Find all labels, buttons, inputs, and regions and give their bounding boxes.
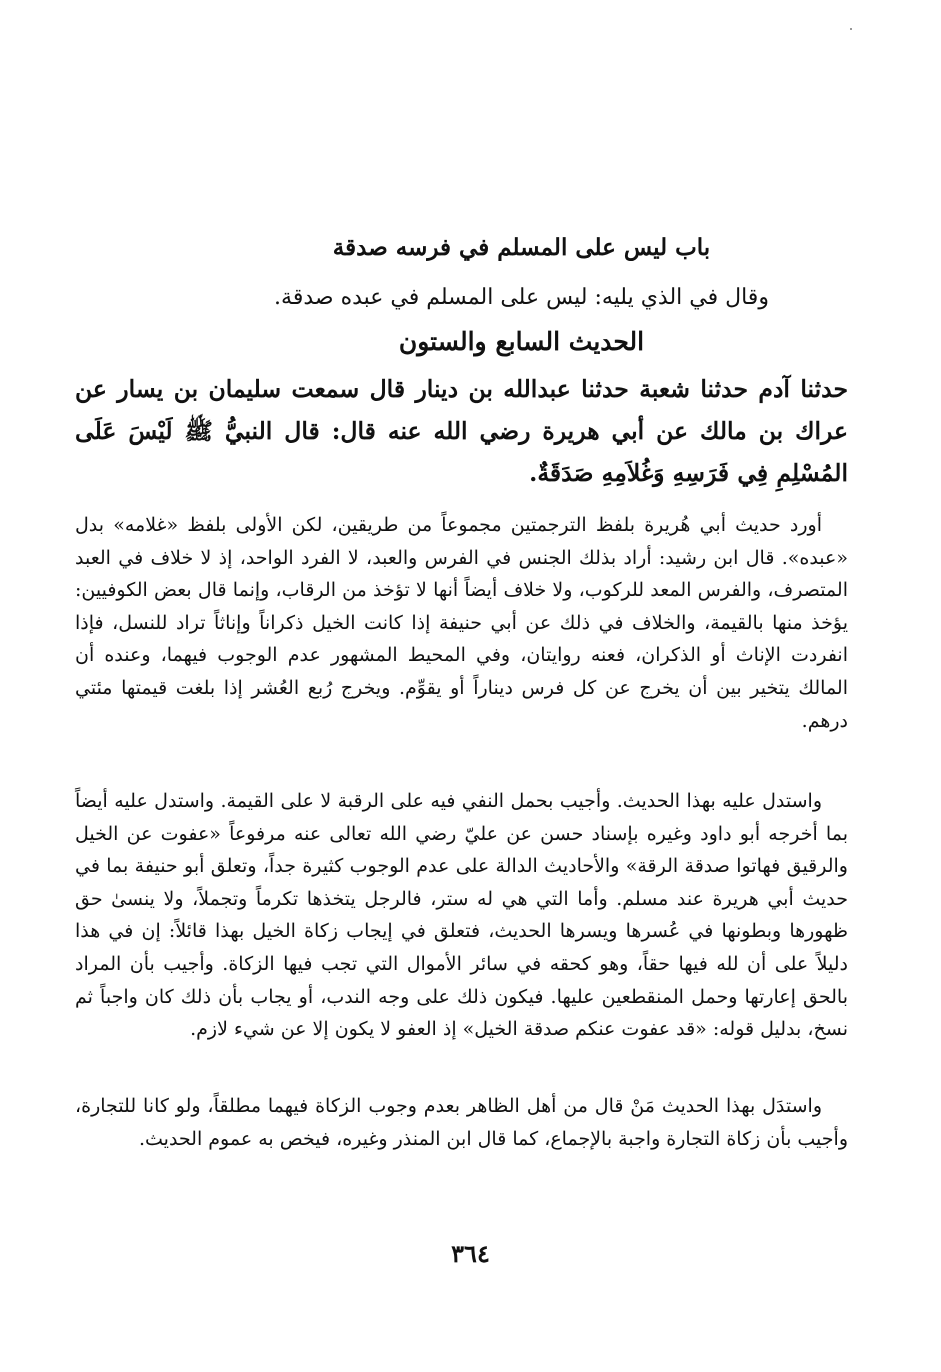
hadith-heading: الحديث السابع والستون: [398, 327, 645, 356]
commentary-paragraph: واستدل عليه بهذا الحديث. وأجيب بحمل النفي فيه على الرقبة لا على القيمة. واستدل عليه أيضاً بما أخرجه أبو داود وغيره بإسناد حسن عن عليّ رضي الله تعالى عنه مرفوعاً «عفوت عن الخيل والرقيق فهاتوا صدقة الرقة» والأحاديث الدالة على عدم الوجوب كثيرة جداً، وتعلق أبو حنيفة بما في حديث أبي هريرة عند مسلم. وأما التي هي له ستر، فالرجل يتخذها تكرماً وتجملاً، ولا ينسىٰ حق ظهورها وبطونها في عُسرها ويسرها الحديث، فتعلق في إيجاب زكاة الخيل بهذا قائلاً: إن في هذا دليلاً على أن لله فيها حقاً، وهو كحقه في سائر الأموال التي تجب فيها الزكاة. وأجيب بأن المراد بالحق إعارتها وحمل المنقطعين عليها. فيكون ذلك على وجه الندب، أو يجاب بأن ذلك كان واجباً ثم نسخ، بدليل قوله: «قد عفوت عنكم صدقة الخيل» إذ العفو لا يكون إلا عن شيء لازم.: [75, 790, 848, 1041]
commentary-paragraph: واستدَل بهذا الحديث مَنْ قال من أهل الظاهر بعدم وجوب الزكاة فيهما مطلقاً، ولو كانا للتجارة، وأجيب بأن زكاة التجارة واجبة بالإجماع، كما قال ابن المنذر وغيره، فيخص به عموم الحديث.: [75, 1095, 848, 1150]
hadith-text: حدثنا آدم حدثنا شعبة حدثنا عبدالله بن دينار قال سمعت سليمان بن يسار عن عراك بن مالك عن أبي هريرة رضي الله عنه قال: قال النبيُّ ﷺ لَيْسَ عَلَى المُسْلِمِ فِي فَرَسِهِ وَغُلاَمِهِ صَدَقَةٌ.: [75, 375, 848, 487]
page-number: ٣٦٤: [451, 1239, 490, 1268]
chapter-note: وقال في الذي يليه: ليس على المسلم في عبده صدقة.: [274, 285, 769, 310]
chapter-title: باب ليس على المسلم في فرسه صدقة: [332, 234, 711, 261]
scan-speck: [850, 28, 852, 30]
commentary-paragraph: أورد حديث أبي هُريرة بلفظ الترجمتين مجموعاً من طريقين، لكن الأولى بلفظ «غلامه» بدل «عبده». قال ابن رشيد: أراد بذلك الجنس في الفرس والعبد، لا الفرد الواحد، إذ لا خلاف في العبد المتصرف، والفرس المعد للركوب، ولا خلاف أيضاً أنها لا تؤخذ من الرقاب، وإنما قال بعض الكوفيين: يؤخذ منها بالقيمة، والخلاف في ذلك عن أبي حنيفة إذا كانت الخيل ذكراناً وإناثاً تراد للنسل، فإذا انفردت الإناث أو الذكران، فعنه روايتان، وفي المحيط المشهور عدم الوجوب فيهما، وعنده أن المالك يتخير بين أن يخرج عن كل فرس ديناراً أو يقوِّم. ويخرج رُبع العُشر إذا بلغت قيمتها مئتي درهم.: [75, 514, 848, 732]
